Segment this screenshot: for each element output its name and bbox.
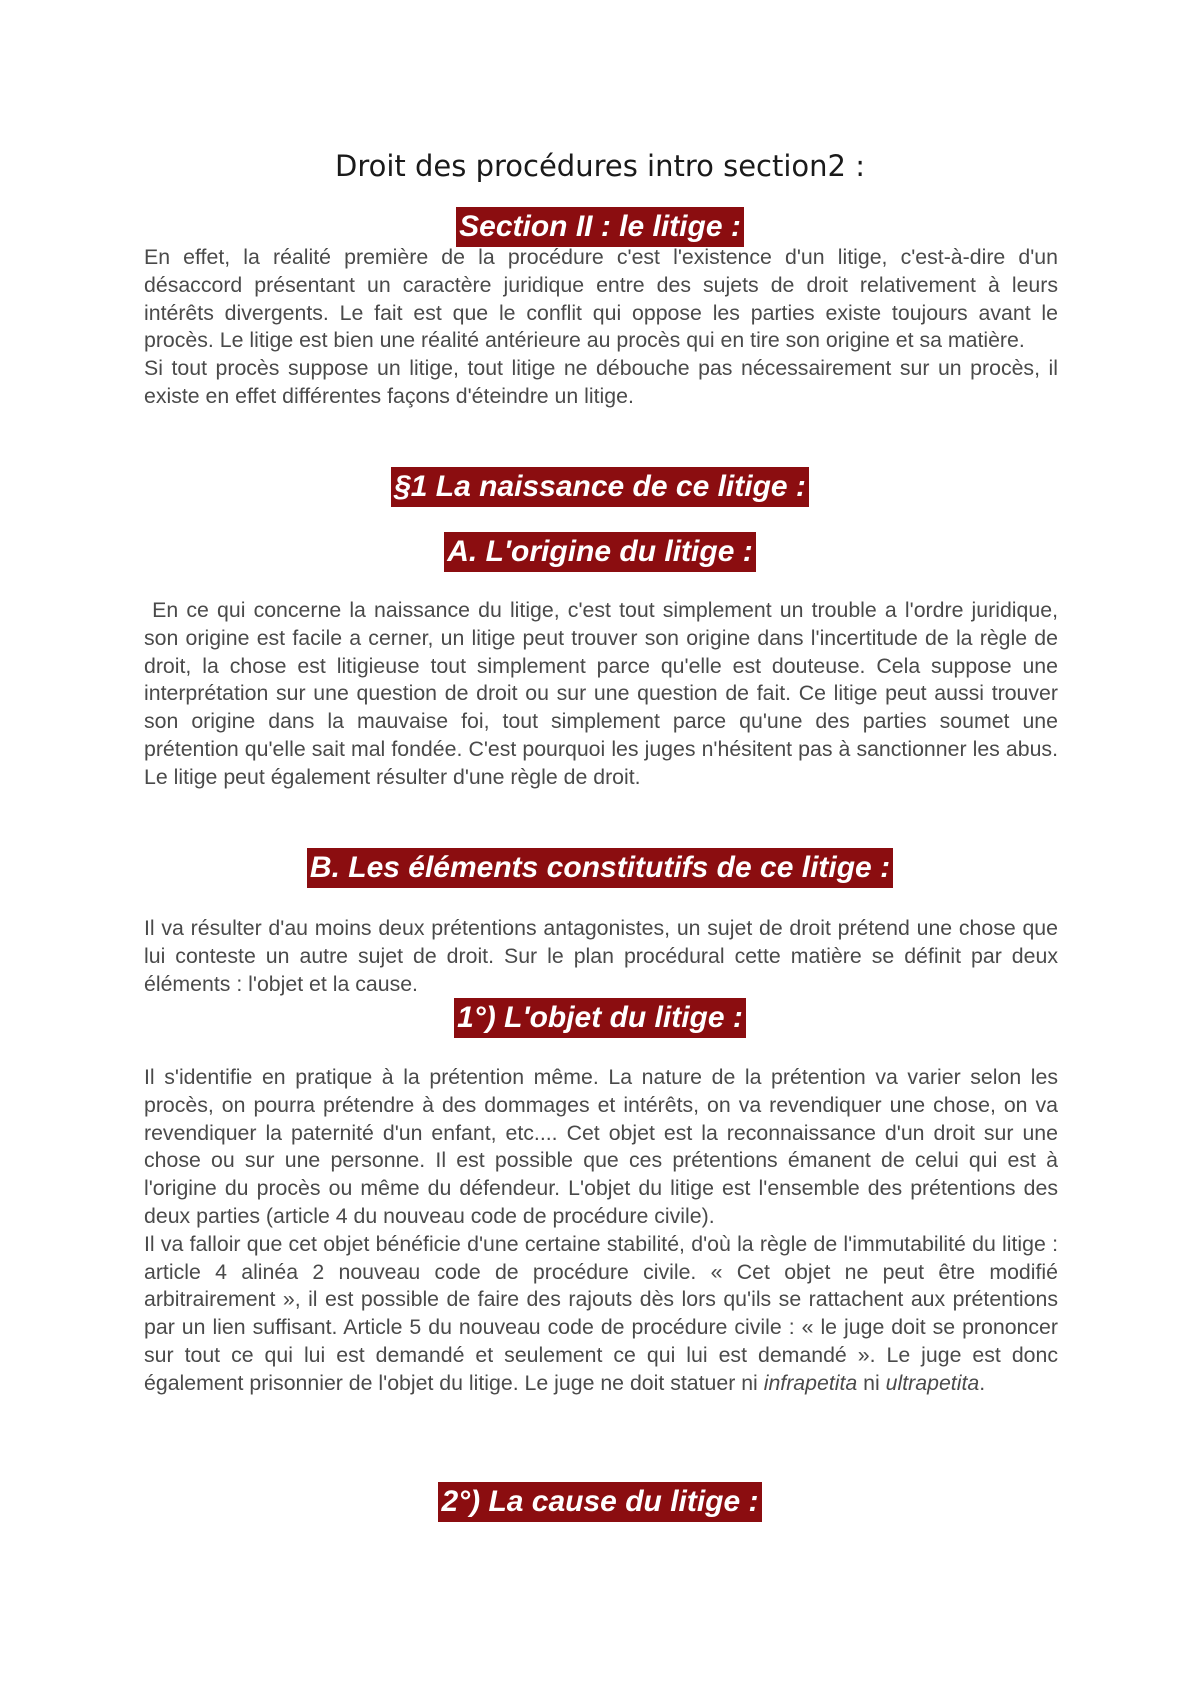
intro-paragraph-1: En effet, la réalité première de la procédure c'est l'existence d'un litige, c'est-à-dire d'un désaccord présentant un caractère juridique entre des sujets de droit relativement à leurs intérêts divergents. Le fait est que le conflit qui oppose les parties existe toujours avant le procès. Le litige est bien une réalité antérieure au procès qui en tire son origine et sa matière. xyxy=(144,245,1058,353)
objet-heading-wrap xyxy=(0,998,1200,1038)
elements-text xyxy=(144,915,1058,998)
elements-paragraph: Il va résulter d'au moins deux prétentions antagonistes, un sujet de droit prétend une chose que lui conteste un autre sujet de droit. Sur le plan procédural cette matière se définit par deux éléments : l'objet et la cause. xyxy=(144,916,1058,996)
paragraph1-heading: §1 La naissance de ce litige : xyxy=(391,467,809,507)
objet-heading: 1°) L'objet du litige : xyxy=(454,998,746,1038)
intro-paragraph-2: Si tout procès suppose un litige, tout litige ne débouche pas nécessairement sur un procès, il existe en effet différentes façons d'éteindre un litige. xyxy=(144,356,1058,408)
subsection-a-heading-wrap xyxy=(0,532,1200,572)
cause-heading-wrap xyxy=(0,1482,1200,1522)
section-heading: Section II : le litige : xyxy=(456,207,744,247)
origin-text xyxy=(144,597,1064,792)
objet-paragraph-2 xyxy=(144,1231,1058,1398)
document-title: Droit des procédures intro section2 : xyxy=(335,149,865,183)
subsection-b-heading-wrap xyxy=(0,848,1200,888)
cause-heading: 2°) La cause du litige : xyxy=(438,1482,761,1522)
section-heading-wrap xyxy=(0,207,1200,247)
objet-paragraph-2-main: Il va falloir que cet objet bénéficie d'une certaine stabilité, d'où la règle de l'immutabilité du litige : article 4 alinéa 2 nouveau code de procédure civile. « Cet objet ne peut être modifié arbitrairement », il est possible de faire des rajouts dès lors qu'ils se rattachent aux prétentions par un lien suffisant. Article 5 du nouveau code de procédure civile : « le juge doit se prononcer sur tout ce qui lui est demandé et seulement ce qui lui est demandé ». Le juge est donc également prisonnier de l'objet du litige. Le juge ne doit statuer ni xyxy=(144,1231,1058,1395)
paragraph1-heading-wrap xyxy=(0,467,1200,507)
infrapetita-term: infrapetita xyxy=(763,1370,858,1395)
objet-text xyxy=(144,1064,1058,1398)
objet-paragraph-2-mid: ni xyxy=(857,1370,886,1395)
ultrapetita-term: ultrapetita xyxy=(885,1370,980,1395)
objet-paragraph-2-end: . xyxy=(979,1370,986,1395)
intro-text xyxy=(144,244,1058,411)
subsection-a-heading: A. L'origine du litige : xyxy=(444,532,755,572)
subsection-b-heading: B. Les éléments constitutifs de ce litige : xyxy=(307,848,893,888)
origin-paragraph: En ce qui concerne la naissance du litige, c'est tout simplement un trouble a l'ordre juridique, son origine est facile a cerner, un litige peut trouver son origine dans l'incertitude de la règle de droit, la chose est litigieuse tout simplement parce qu'elle est douteuse. Cela suppose une interprétation sur une question de droit ou sur une question de fait. Ce litige peut aussi trouver son origine dans la mauvaise foi, tout simplement parce qu'une des parties soumet une prétention qu'elle sait mal fondée. C'est pourquoi les juges n'hésitent pas à sanctionner les abus. Le litige peut également résulter d'une règle de droit. xyxy=(144,598,1064,789)
objet-paragraph-1: Il s'identifie en pratique à la prétention même. La nature de la prétention va varier selon les procès, on pourra prétendre à des dommages et intérêts, on va revendiquer une chose, on va revendiquer la paternité d'un enfant, etc.... Cet objet est la reconnaissance d'un droit sur une chose ou sur une personne. Il est possible que ces prétentions émanent de celui qui est à l'origine du procès ou même du défendeur. L'objet du litige est l'ensemble des prétentions des deux parties (article 4 du nouveau code de procédure civile). xyxy=(144,1065,1058,1228)
